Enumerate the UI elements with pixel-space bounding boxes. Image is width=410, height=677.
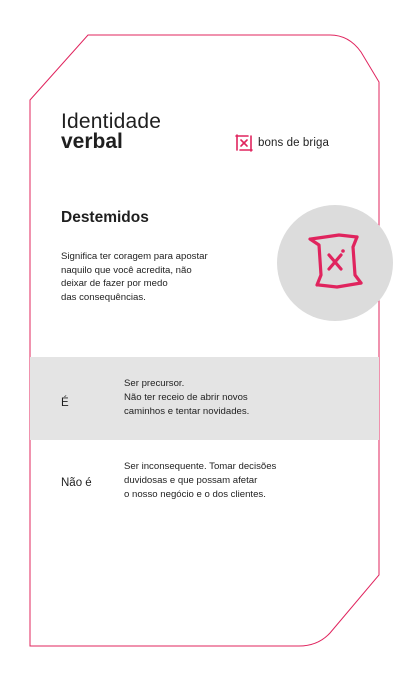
section-description xyxy=(61,250,261,304)
row-label-nao-e: Não é xyxy=(61,477,92,489)
page-title-line2: verbal xyxy=(61,130,123,153)
row-text-e xyxy=(124,377,249,418)
row-line: Ser inconsequente. Tomar decisões xyxy=(124,461,277,472)
row-text-nao-e xyxy=(124,460,276,501)
section-heading: Destemidos xyxy=(61,209,149,226)
row-line: Ser precursor. xyxy=(124,378,185,389)
description-line: naquilo que você acredita, não xyxy=(61,264,192,276)
row-label-e: É xyxy=(61,397,69,409)
brand-seal xyxy=(277,205,393,321)
row-line: o nosso negócio e o dos clientes. xyxy=(124,488,266,500)
description-line: Significa ter coragem para apostar xyxy=(61,251,208,262)
row-line: duvidosas e que possam afetar xyxy=(124,474,258,486)
crossed-box-icon xyxy=(277,205,393,321)
row-line: Não ter receio de abrir novos xyxy=(124,391,248,403)
description-line: deixar de fazer por medo xyxy=(61,278,168,290)
brand-name: bons de briga xyxy=(258,137,329,149)
page-title-line1: Identidade xyxy=(61,110,162,133)
crossed-box-icon xyxy=(234,133,254,153)
row-line: caminhos e tentar novidades. xyxy=(124,405,250,417)
description-line: das consequências. xyxy=(61,291,146,303)
brand-logo xyxy=(234,133,329,153)
